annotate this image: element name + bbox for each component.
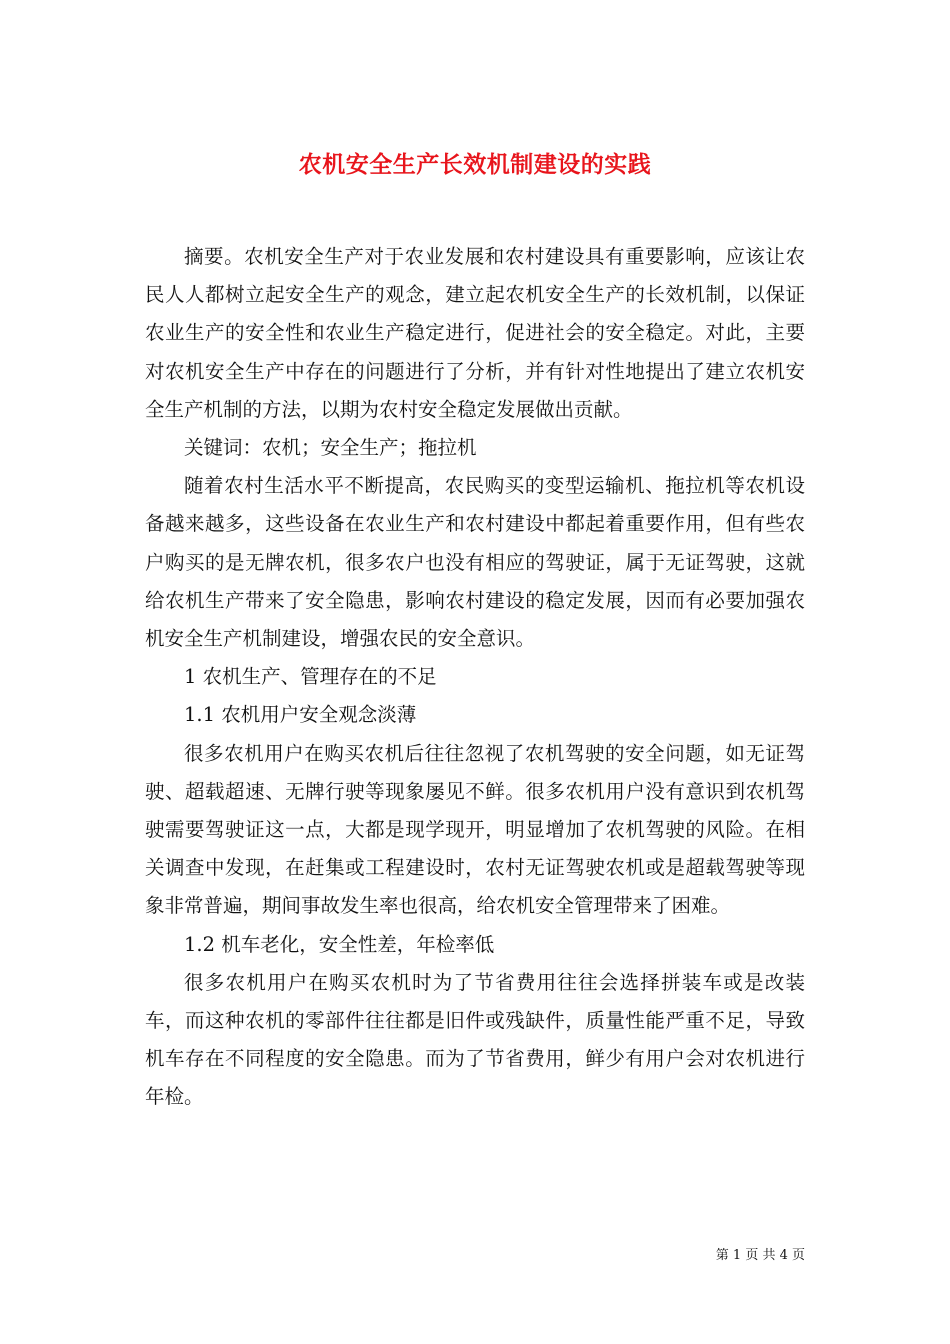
abstract-paragraph: 摘要。农机安全生产对于农业发展和农村建设具有重要影响，应该让农民人人都树立起安全生产的观念，建立起农机安全生产的长效机制，以保证农业生产的安全性和农业生产稳定进行，促进社会的安全稳定。对此，主要对农机安全生产中存在的问题进行了分析，并有针对性地提出了建立农机安全生产机制的方法，以期为农村安全稳定发展做出贡献。 [145,245,805,421]
body-paragraph: 很多农机用户在购买农机后往往忽视了农机驾驶的安全问题，如无证驾驶、超载超速、无牌行驶等现象屡见不鲜。很多农机用户没有意识到农机驾驶需要驾驶证这一点，大都是现学现开，明显增加了农机驾驶的风险。在相关调查中发现，在赶集或工程建设时，农村无证驾驶农机或是超载驾驶等现象非常普遍，期间事故发生率也很高，给农机安全管理带来了困难。 [145,741,805,918]
subsection-heading: 1.2 机车老化，安全性差，年检率低 [184,932,495,956]
document-title: 农机安全生产长效机制建设的实践 [298,151,652,179]
body-paragraph: 很多农机用户在购买农机时为了节省费用往往会选择拼装车或是改装车，而这种农机的零部件往往都是旧件或残缺件，质量性能严重不足，导致机车存在不同程度的安全隐患。而为了节省费用，鲜少有用户会对农机进行年检。 [145,970,805,1109]
page-number: 第 1 页 共 4 页 [715,1248,805,1263]
intro-paragraph: 随着农村生活水平不断提高，农民购买的变型运输机、拖拉机等农机设备越来越多，这些设备在农业生产和农村建设中都起着重要作用，但有些农户购买的是无牌农机，很多农户也没有相应的驾驶证，属于无证驾驶，这就给农机生产带来了安全隐患，影响农村建设的稳定发展，因而有必要加强农机安全生产机制建设，增强农民的安全意识。 [145,474,805,651]
subsection-heading: 1.1 农机用户安全观念淡薄 [184,703,417,727]
section-heading: 1 农机生产、管理存在的不足 [184,665,437,689]
document-body [145,238,805,1117]
keywords-line: 关键词：农机；安全生产；拖拉机 [184,436,477,460]
